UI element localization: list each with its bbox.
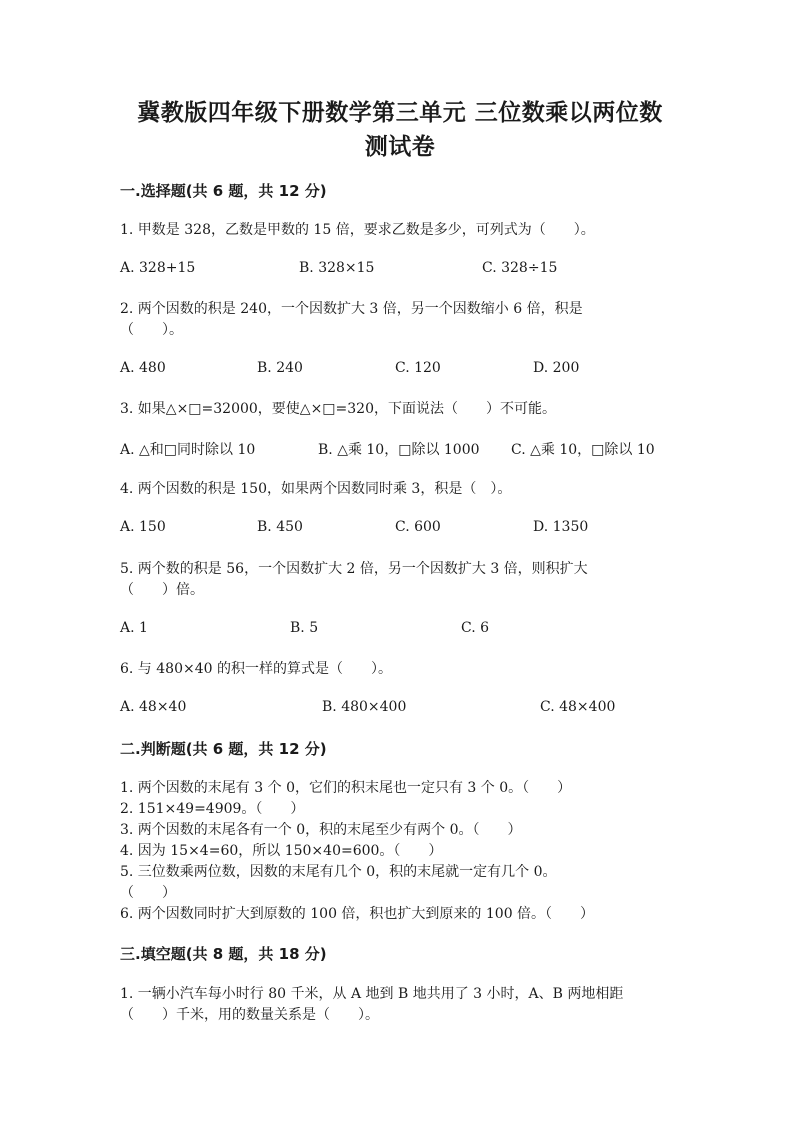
page-title-line-2: 测试卷 [364,134,436,160]
question-5-text-cont: （ ）倍。 [120,582,204,598]
question-4-option-d: D. 1350 [533,519,589,535]
question-6-option-c: C. 48×400 [540,699,616,715]
judge-item-5-cont: （ ） [120,885,176,901]
page-title-line-1: 冀教版四年级下册数学第三单元 三位数乘以两位数 [137,100,663,126]
question-2-option-a: A. 480 [120,360,166,376]
question-1-option-b: B. 328×15 [299,260,375,276]
question-2-option-c: C. 120 [395,360,441,376]
question-3-option-b: B. △乘 10，□除以 1000 [318,442,480,458]
fill-question-1-text: 1. 一辆小汽车每小时行 80 千米，从 A 地到 B 地共用了 3 小时，A、B 两地相距 [120,986,624,1002]
question-5-option-a: A. 1 [120,620,148,636]
question-4-text: 4. 两个因数的积是 150，如果两个因数同时乘 3，积是（ ）。 [120,481,512,497]
judge-item-4: 4. 因为 15×4=60，所以 150×40=600。（ ） [120,843,443,859]
question-6-text: 6. 与 480×40 的积一样的算式是（ ）。 [120,661,392,677]
question-1-option-a: A. 328+15 [120,260,196,276]
section-heading-fill-blank: 三.填空题(共 8 题，共 18 分) [120,945,327,963]
question-2-text-cont: （ ）。 [120,322,183,338]
question-5-option-c: C. 6 [461,620,490,636]
judge-item-5: 5. 三位数乘两位数，因数的末尾有几个 0，积的末尾就一定有几个 0。 [120,864,557,880]
question-3-text: 3. 如果△×□=32000，要使△×□=320，下面说法（ ）不可能。 [120,401,556,417]
fill-question-1-text-cont: （ ）千米，用的数量关系是（ ）。 [120,1007,379,1023]
question-3-option-c: C. △乘 10，□除以 10 [511,442,655,458]
question-5-option-b: B. 5 [290,620,319,636]
question-6-option-a: A. 48×40 [120,699,187,715]
question-1-option-c: C. 328÷15 [482,260,558,276]
judge-item-3: 3. 两个因数的末尾各有一个 0，积的末尾至少有两个 0。（ ） [120,822,522,838]
section-heading-choice: 一.选择题(共 6 题，共 12 分) [120,182,327,200]
question-2-option-b: B. 240 [257,360,303,376]
question-4-option-b: B. 450 [257,519,303,535]
question-4-option-c: C. 600 [395,519,441,535]
judge-item-2: 2. 151×49=4909。（ ） [120,801,305,817]
question-6-option-b: B. 480×400 [322,699,407,715]
question-2-text: 2. 两个因数的积是 240，一个因数扩大 3 倍，另一个因数缩小 6 倍，积是 [120,301,583,317]
section-heading-true-false: 二.判断题(共 6 题，共 12 分) [120,740,327,758]
question-1-text: 1. 甲数是 328，乙数是甲数的 15 倍，要求乙数是多少，可列式为（ ）。 [120,222,595,238]
judge-item-1: 1. 两个因数的末尾有 3 个 0，它们的积末尾也一定只有 3 个 0。（ ） [120,780,572,796]
judge-item-6: 6. 两个因数同时扩大到原数的 100 倍，积也扩大到原来的 100 倍。（ ） [120,906,595,922]
question-3-option-a: A. △和□同时除以 10 [120,442,256,458]
question-5-text: 5. 两个数的积是 56，一个因数扩大 2 倍，另一个因数扩大 3 倍，则积扩大 [120,561,588,577]
question-2-option-d: D. 200 [533,360,580,376]
question-4-option-a: A. 150 [120,519,166,535]
